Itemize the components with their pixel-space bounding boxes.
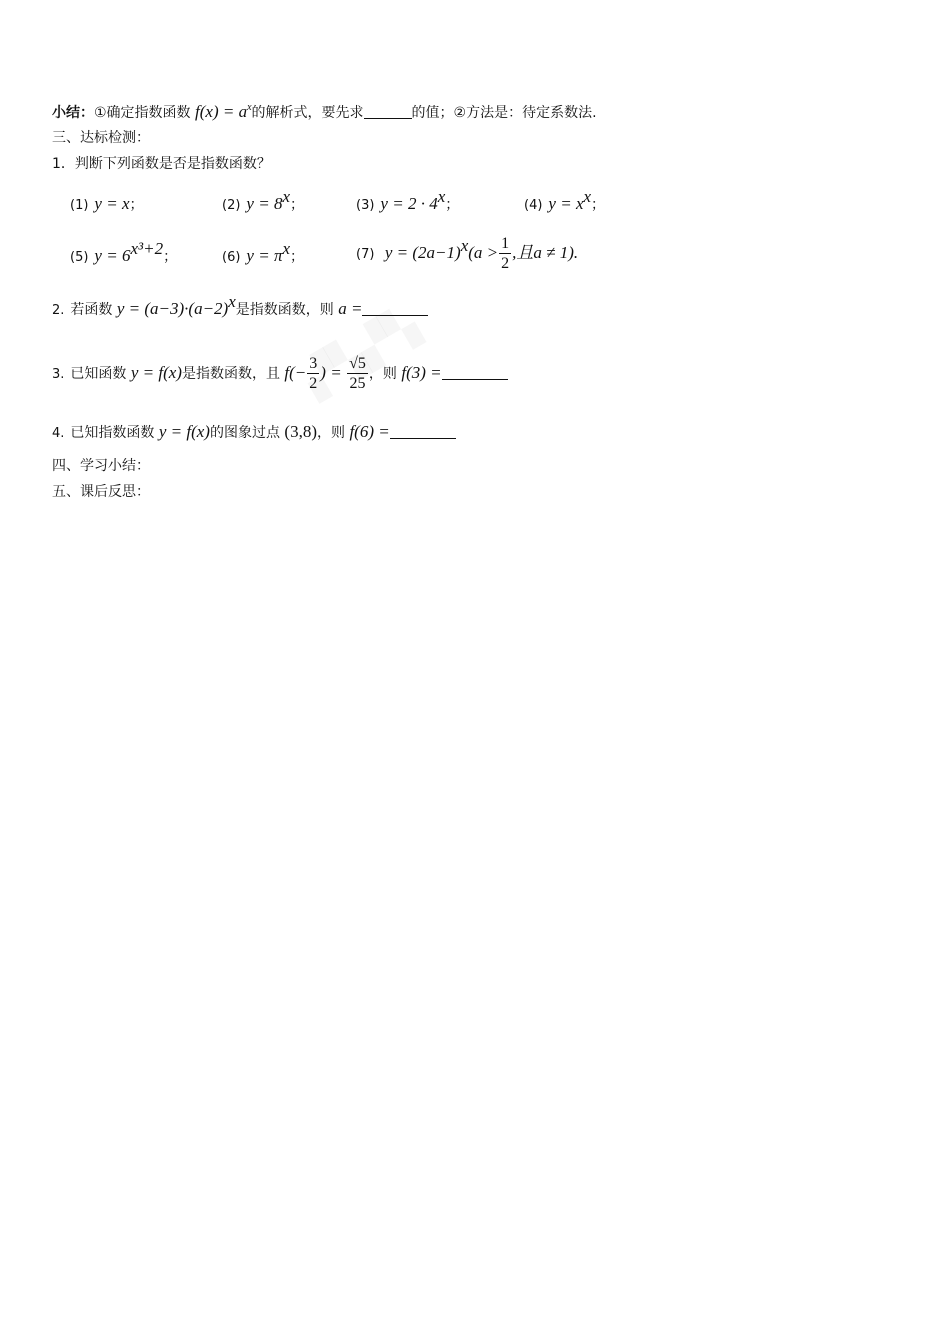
- q1-item-5: (5) $y = 6^{x^3+2}$；: [70, 239, 178, 265]
- fraction-one-half: $\frac{1}{2}$: [501, 235, 510, 272]
- section-4-heading: 四、学习小结：: [52, 458, 150, 474]
- section-3-heading: 三、达标检测：: [52, 130, 150, 146]
- question-3: 3. 已知函数 y = f(x)是指数函数，且 f(− $\frac{3}{2}$ ) = $\frac{√5}{25}$ ，则 f(3) =: [52, 356, 508, 400]
- summary-blank[interactable]: [364, 104, 412, 119]
- q1-item-3: (3) $y = 2 \cdot 4^x$；: [356, 187, 460, 213]
- fraction-three-halves: $\frac{3}{2}$: [309, 355, 318, 392]
- q1-item-1: (1) y = x；: [70, 194, 144, 213]
- summary-text-a: ①确定指数函数: [94, 105, 191, 121]
- q1-item-6: (6) $y = \pi^x$；: [222, 239, 305, 265]
- question-1-title: 1．判断下列函数是否是指数函数？: [52, 156, 271, 172]
- fraction-sqrt5-over-25: $\frac{√5}{25}$: [349, 355, 366, 392]
- question-4: 4. 已知指数函数 y = f(x)的图象过点 (3,8)，则 f(6) =: [52, 422, 456, 444]
- question-4-blank[interactable]: [390, 424, 456, 439]
- q1-item-4: (4) $y = x^x$；: [524, 187, 606, 213]
- summary-label: 小结：: [52, 105, 94, 121]
- summary-text-c: 的值；②方法是：待定系数法.: [411, 105, 597, 121]
- summary-line: [52, 102, 597, 123]
- section-5-heading: 五、课后反思：: [52, 484, 150, 500]
- summary-formula: $f(x) = a^x$: [195, 102, 252, 121]
- question-2: 2. 若函数 $y = (a-3)\cdot(a-2)^x$是指数函数，则 a =: [52, 299, 428, 321]
- summary-text-b: 的解析式，要先求: [251, 105, 364, 121]
- question-3-blank[interactable]: [442, 365, 508, 380]
- question-2-blank[interactable]: [362, 301, 428, 316]
- q1-item-7: (7) $y = (2a-1)^x(a$ > $\frac{1}{2}$ ,且a ≠ 1).: [356, 235, 579, 272]
- q1-item-2: (2) $y = 8^x$；: [222, 187, 304, 213]
